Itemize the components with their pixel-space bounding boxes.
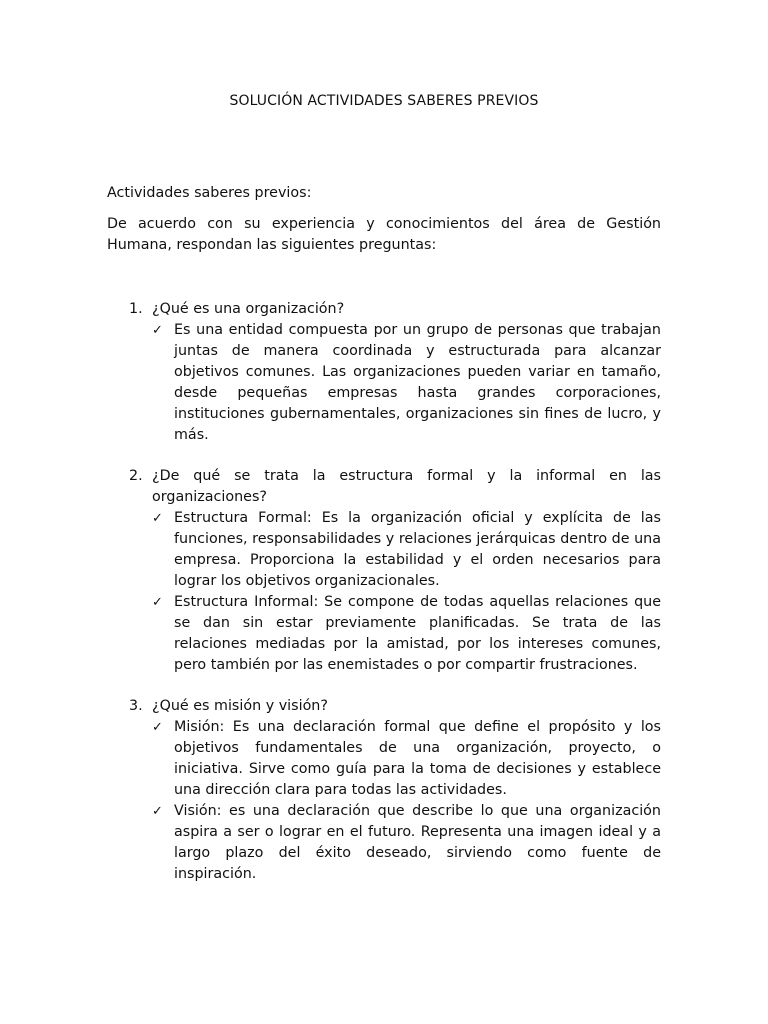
question-text: ¿Qué es una organización? bbox=[152, 301, 345, 317]
checkmark-icon: ✓ bbox=[152, 595, 163, 610]
checkmark-icon: ✓ bbox=[152, 323, 163, 338]
answer-text: Estructura Formal: Es la organización oficial y explícita de las funciones, responsabilidades y relaciones jerárquicas dentro de una empresa. Proporciona la estabilidad y el orden necesarios para lograr los objetivos organizacionales. bbox=[174, 510, 661, 589]
checkmark-icon: ✓ bbox=[152, 511, 163, 526]
answer-text: Misión: Es una declaración formal que define el propósito y los objetivos fundamentales de una organización, proyecto, o iniciativa. Sirve como guía para la toma de decisiones y establece una dirección clara para todas las actividades. bbox=[174, 719, 661, 798]
answer-list bbox=[152, 717, 661, 885]
question-text: ¿Qué es misión y visión? bbox=[152, 698, 328, 714]
intro-label: Actividades saberes previos: bbox=[107, 185, 312, 201]
answer-item bbox=[152, 717, 661, 801]
question-number: 3. bbox=[129, 698, 143, 714]
question-list bbox=[107, 299, 661, 885]
question-item bbox=[107, 466, 661, 676]
answer-list bbox=[152, 320, 661, 446]
question-item bbox=[107, 299, 661, 446]
question-item bbox=[107, 696, 661, 885]
answer-text: Visión: es una declaración que describe lo que una organización aspira a ser o lograr en el futuro. Representa una imagen ideal y a largo plazo del éxito deseado, sirviendo como fuente de inspiración. bbox=[174, 803, 661, 882]
question-number: 1. bbox=[129, 301, 143, 317]
answer-item bbox=[152, 320, 661, 446]
answer-text: Es una entidad compuesta por un grupo de personas que trabajan juntas de manera coordinada y estructurada para alcanzar objetivos comunes. Las organizaciones pueden variar en tamaño, desde pequeñas empresas hasta grandes corporaciones, instituciones gubernamentales, organizaciones sin fines de lucro, y más. bbox=[174, 322, 661, 443]
answer-item bbox=[152, 801, 661, 885]
answer-list bbox=[152, 508, 661, 676]
document-body bbox=[107, 183, 661, 905]
question-number: 2. bbox=[129, 468, 143, 484]
answer-item bbox=[152, 508, 661, 592]
answer-item bbox=[152, 592, 661, 676]
checkmark-icon: ✓ bbox=[152, 720, 163, 735]
checkmark-icon: ✓ bbox=[152, 804, 163, 819]
document-title: SOLUCIÓN ACTIVIDADES SABERES PREVIOS bbox=[229, 93, 539, 109]
intro-text: De acuerdo con su experiencia y conocimientos del área de Gestión Humana, respondan las siguientes preguntas: bbox=[107, 216, 661, 253]
answer-text: Estructura Informal: Se compone de todas aquellas relaciones que se dan sin estar previamente planificadas. Se trata de las relaciones mediadas por la amistad, por los intereses comunes, pero también por las enemistades o por compartir frustraciones. bbox=[174, 594, 661, 673]
question-text: ¿De qué se trata la estructura formal y la informal en las organizaciones? bbox=[152, 468, 661, 505]
